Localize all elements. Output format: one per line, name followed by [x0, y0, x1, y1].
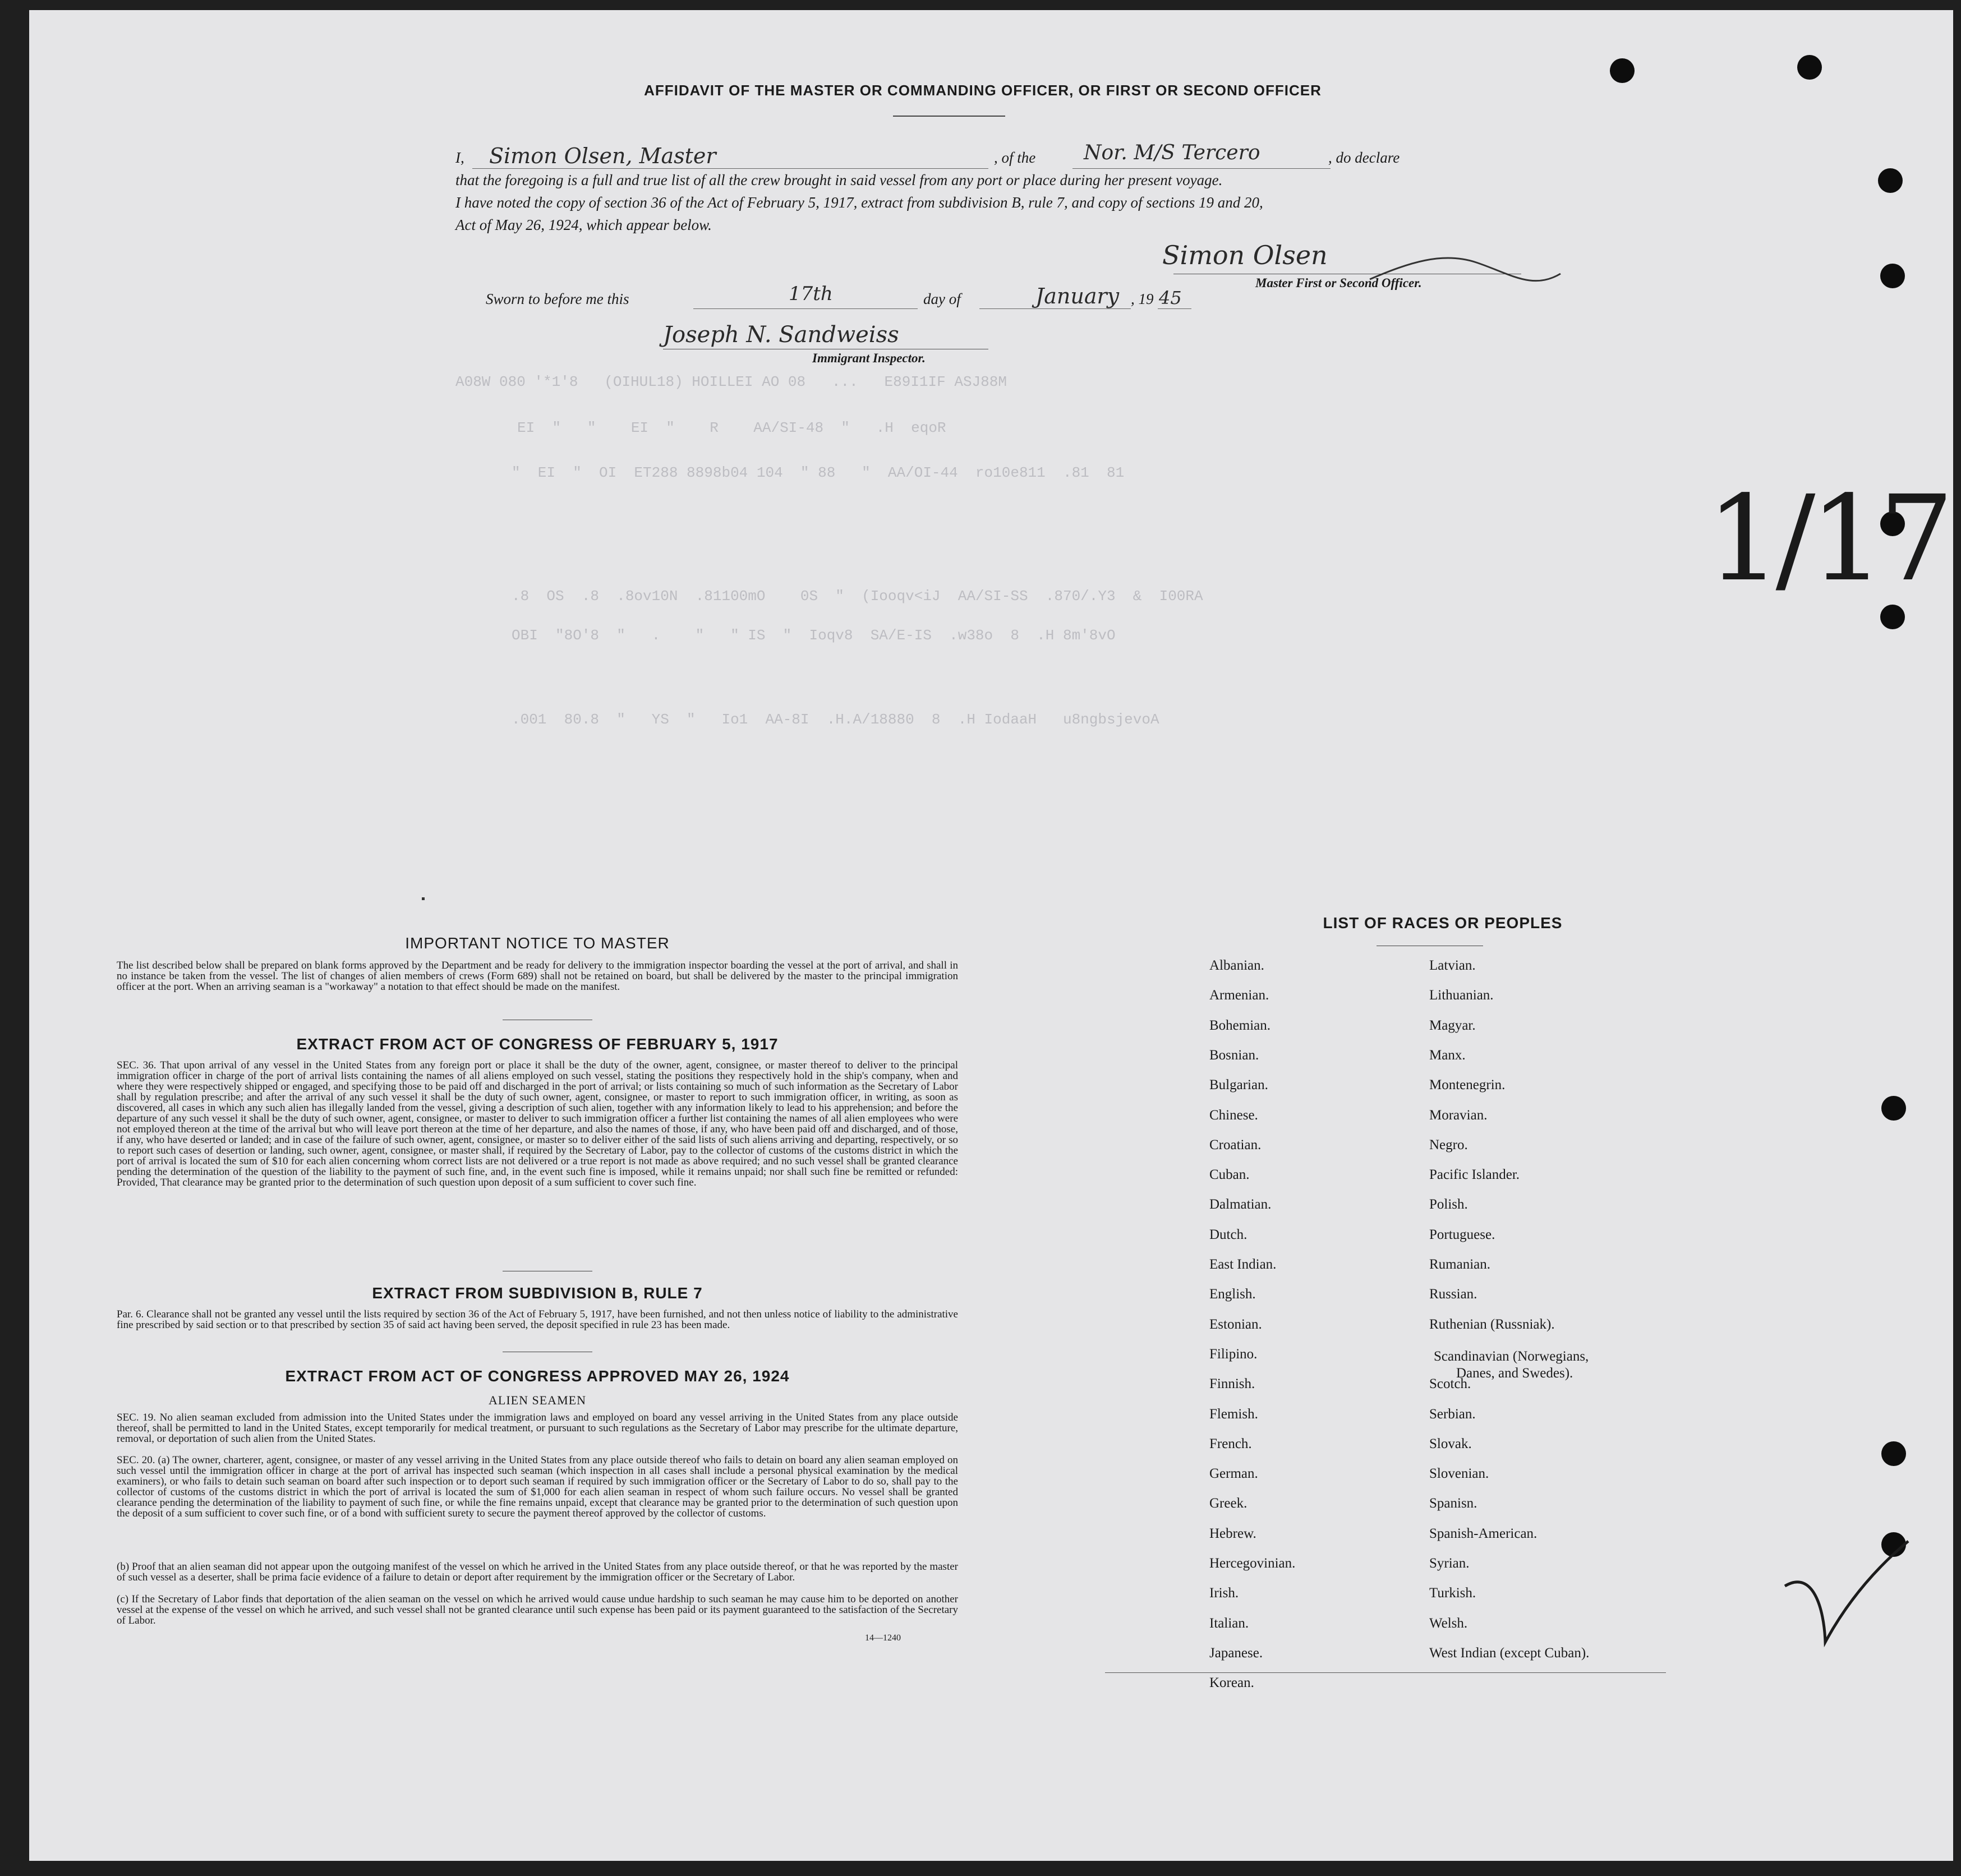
races-title: LIST OF RACES OR PEOPLES: [1323, 914, 1563, 932]
race-item: Hercegovinian.: [1209, 1556, 1296, 1571]
sworn-line: [486, 283, 1327, 315]
race-item: Hebrew.: [1209, 1525, 1256, 1541]
race-item: Syrian.: [1429, 1556, 1470, 1571]
title-rule: [893, 116, 1005, 117]
punch-hole: [1610, 58, 1635, 83]
master-signature: Simon Olsen: [1162, 240, 1328, 270]
affidavit-line2: that the foregoing is a full and true list of all the crew brought in said vessel from any port or place during her present voyage.: [455, 172, 1223, 188]
punch-hole: [1878, 168, 1903, 193]
race-item: German.: [1209, 1466, 1258, 1482]
race-item: Manx.: [1429, 1047, 1466, 1063]
race-item: Croatian.: [1209, 1137, 1262, 1153]
bleed-through-text: A08W 080 '*1'8 (OIHUL18) HOILLEI AO 08 ... E89I1IF ASJ88M: [455, 374, 1007, 390]
punch-hole: [1880, 264, 1905, 288]
extract-rule7-text: Par. 6. Clearance shall not be granted any vessel until the lists required by section 36 of the Act of February 5, 1917, have been furnished, and not then unless notice of liability to the administrative fine prescribed by said section or to that prescribed by section 35 of said act having been served, the deposit specified in rule 23 has been made.: [117, 1308, 958, 1331]
affidavit-line1-i: I,: [455, 149, 464, 166]
race-item: Lithuanian.: [1429, 988, 1494, 1003]
race-item: Italian.: [1209, 1615, 1249, 1631]
sworn-year-line: [1158, 308, 1191, 309]
sworn-day-handwritten: 17th: [789, 283, 833, 305]
extract-1924-sec20a: SEC. 20. (a) The owner, charterer, agent, consignee, or master of any vessel arriving in the United States from any place outside thereof who fails to detain on board any alien seaman employed on such vessel until the immigration officer in charge at the port of arrival has inspected such seaman (which inspection in all cases shall include a personal physical examination by the medical examiners), or who fails to detain such seaman on board after such inspection or to deport such seaman if required by such immigration officer or the Secretary of Labor to do so, shall pay to the collector of customs of the customs district in which the port of arrival is located the sum of $1,000 for each alien seaman in respect of whom such failure occurs. No vessel shall be granted clearance pending the determination of the liability to payment of such fine, or while the fine remains unpaid, except that clearance may be granted prior to the determination of such question upon the deposit of a sum sufficient to cover such fine, or of a bond with sufficient surety to secure the payment thereof approved by the collector of customs.: [117, 1454, 958, 1519]
race-item: Flemish.: [1209, 1406, 1258, 1422]
races-bottom-rule: [1105, 1672, 1666, 1673]
race-item: Korean.: [1209, 1675, 1254, 1691]
race-item: Dalmatian.: [1209, 1197, 1272, 1213]
sworn-month-handwritten: January: [1035, 284, 1120, 308]
race-item: Greek.: [1209, 1496, 1248, 1511]
race-item: Japanese.: [1209, 1645, 1263, 1661]
race-item: Negro.: [1429, 1137, 1468, 1153]
race-item: Ruthenian (Russniak).: [1429, 1316, 1555, 1332]
affidavit-title: AFFIDAVIT OF THE MASTER OR COMMANDING OFFICER, OR FIRST OR SECOND OFFICER: [644, 82, 1322, 99]
extract-1924-sec19: SEC. 19. No alien seaman excluded from admission into the United States under the immigration laws and employed on board any vessel arriving in the United States from any place outside thereof, shall be permitted to land in the United States, except temporarily for medical treatment, or pursuant to such regulations as the Secretary of Labor may prescribe for the ultimate departure, removal, or deportation of such alien from the United States.: [117, 1412, 958, 1445]
race-item: Montenegrin.: [1429, 1077, 1506, 1093]
punch-hole: [1881, 1096, 1906, 1121]
extract-1917-text: SEC. 36. That upon arrival of any vessel in the United States from any foreign port or place it shall be the duty of the owner, agent, consignee, or master thereof to deliver to the principal immigration officer in charge of the port of arrival lists containing the names of all aliens employed on such vessel, stating the positions they respectively hold in the ship's company, when and where they were respectively shipped or engaged, and specifying those to be paid off and discharged in the port of arrival; or lists containing so much of such information as the Secretary of Labor shall by regulation prescribe; and after the arrival of any such vessel it shall be the duty of such owner, agent, consignee, or master to report to such immigration officer, in writing, as soon as discovered, all cases in which any such alien has illegally landed from the vessel, giving a description of such alien, together with any information likely to lead to his apprehension; and before the departure of any such vessel it shall be the duty of such owner, agent, consignee, or master to deliver to such immigration officer a further list containing the names of all alien employees who were not employed thereon at the time of the arrival but who will leave port thereon at the time of her departure, and also the names of those, if any, who have been paid off and discharged, and of those, if any, who have deserted or landed; and in case of the failure of such owner, agent, consignee, or master so to deliver either of the said lists of such aliens arriving and departing, respectively, or so to report such cases of desertion or landing, such owner, agent, consignee, or master shall, if required by the Secretary of Labor, pay to the collector of customs of the customs district in which the port of arrival is located the sum of $10 for each alien concerning whom correct lists are not delivered or a true report is not made as above required; and no such vessel shall be granted clearance pending the determination of the question of the liability to the payment of such fine, and, in the event such fine is imposed, while it remains unpaid; nor shall such fine be remitted or refunded: Provided, That clearance may be granted prior to the determination of such question upon deposit of a sum sufficient to cover such fine.: [117, 1059, 958, 1188]
race-item: Slovenian.: [1429, 1466, 1489, 1482]
race-item: Albanian.: [1209, 958, 1264, 973]
race-item: West Indian (except Cuban).: [1429, 1645, 1590, 1661]
year-prefix: , 19: [1131, 291, 1154, 307]
race-item: Finnish.: [1209, 1376, 1255, 1392]
handwritten-page-number: 1/17: [1706, 470, 1949, 607]
race-item: Scandinavian (Norwegians,: [1434, 1348, 1589, 1364]
race-item: Moravian.: [1429, 1107, 1488, 1123]
race-item: East Indian.: [1209, 1257, 1277, 1272]
race-item: French.: [1209, 1436, 1252, 1451]
sworn-year-handwritten: 45: [1159, 287, 1182, 308]
sworn-label: Sworn to before me this: [486, 291, 629, 307]
vessel-name-handwritten: Nor. M/S Tercero: [1084, 141, 1260, 164]
vessel-name-line: [1072, 168, 1331, 169]
extract-1924-sec20c: (c) If the Secretary of Labor finds that deportation of the alien seaman on the vessel on which he arrived would cause undue hardship to such seaman he may cause him to be deported on another vessel at the expense of the vessel on which he arrived, and such vessel shall not be granted clearance until such expense has been paid or its payment guaranteed to the satisfaction of the Secretary of Labor.: [117, 1593, 958, 1626]
race-item: Estonian.: [1209, 1316, 1262, 1332]
bleed-through-text: .8 OS .8 .8ov10N .81100mO 0S " (Iooqv<iJ AA/SI-SS .870/.Y3 & I00RA: [512, 588, 1203, 605]
sworn-month-line: [979, 308, 1131, 309]
dot-mark: [422, 897, 425, 900]
affidavit-line1: [455, 141, 1555, 172]
extract-1924-sec20b: (b) Proof that an alien seaman did not appear upon the outgoing manifest of the vessel on which he arrived in the United States from any place outside thereof, or that he was reported by the master of such vessel as a deserter, shall be prima facie evidence of a failure to detain or deport after requirement by the immigration officer or the Secretary of Labor.: [117, 1561, 958, 1583]
document-page: [29, 10, 1953, 1861]
affidavit-line1-declare: , do declare: [1328, 149, 1400, 166]
signature-flourish: [1364, 240, 1566, 296]
signature-caption: Master First or Second Officer.: [1255, 276, 1422, 290]
race-item: Bosnian.: [1209, 1047, 1259, 1063]
punch-hole: [1881, 1441, 1906, 1466]
race-item: Spanisn.: [1429, 1496, 1477, 1511]
race-item: Serbian.: [1429, 1406, 1476, 1422]
affidavit-line4: Act of May 26, 1924, which appear below.: [455, 216, 712, 233]
race-item: Welsh.: [1429, 1615, 1468, 1631]
race-item: Bulgarian.: [1209, 1077, 1268, 1093]
punch-hole: [1797, 55, 1822, 80]
race-item: Danes, and Swedes).: [1456, 1365, 1573, 1381]
day-of-label: day of: [923, 291, 961, 307]
notice-title: IMPORTANT NOTICE TO MASTER: [405, 934, 670, 952]
race-item: Slovak.: [1429, 1436, 1472, 1451]
race-item: Irish.: [1209, 1585, 1239, 1601]
race-item: Polish.: [1429, 1197, 1468, 1213]
race-item: Portuguese.: [1429, 1227, 1495, 1242]
bleed-through-text: .001 80.8 " YS " Io1 AA-8I .H.A/18880 8 .H IodaaH u8ngbsjevoA: [512, 711, 1159, 728]
race-item: Latvian.: [1429, 958, 1476, 973]
extract-1924-subtitle: ALIEN SEAMEN: [489, 1393, 586, 1407]
race-item: Rumanian.: [1429, 1257, 1491, 1272]
affidavit-line1-of-the: , of the: [994, 149, 1036, 166]
check-mark-icon: [1779, 1536, 1914, 1648]
notice-text: The list described below shall be prepared on blank forms approved by the Department and be ready for delivery to the immigration inspector boarding the vessel at the port of arrival, and shall in no instance be taken from the vessel. The list of changes of alien members of crews (Form 689) shall not be retained on board, but shall be delivered by the master to the principal immigration officer at the port. When an arriving seaman is a "workaway" a notation to that effect should be made on the manifest.: [117, 960, 958, 993]
race-item: Dutch.: [1209, 1227, 1248, 1242]
bleed-through-text: EI " " EI " R AA/SI-48 " .H eqoR: [517, 420, 946, 436]
race-item: Filipino.: [1209, 1346, 1258, 1362]
inspector-signature: Joseph N. Sandweiss: [663, 322, 899, 348]
sworn-day-line: [693, 308, 918, 309]
affidavit-line3: I have noted the copy of section 36 of the Act of February 5, 1917, extract from subdivision B, rule 7, and copy of sections 19 and 20,: [455, 194, 1263, 211]
bleed-through-text: " EI " OI ET288 8898b04 104 " 88 " AA/OI-44 ro10e811 .81 81: [512, 464, 1125, 481]
race-item: Spanish-American.: [1429, 1525, 1538, 1541]
race-item: Armenian.: [1209, 988, 1269, 1003]
race-item: Turkish.: [1429, 1585, 1476, 1601]
race-item: Chinese.: [1209, 1107, 1258, 1123]
extract-rule7-title: EXTRACT FROM SUBDIVISION B, RULE 7: [372, 1284, 703, 1302]
race-item: English.: [1209, 1287, 1256, 1302]
race-item: Pacific Islander.: [1429, 1167, 1520, 1183]
master-name-line: [472, 168, 988, 169]
master-name-handwritten: Simon Olsen, Master: [489, 144, 716, 168]
inspector-caption: Immigrant Inspector.: [812, 351, 926, 365]
form-number: 14—1240: [865, 1633, 901, 1643]
race-item: Russian.: [1429, 1287, 1477, 1302]
race-item: Bohemian.: [1209, 1017, 1271, 1033]
race-item: Scotch.: [1429, 1376, 1471, 1392]
extract-1924-title: EXTRACT FROM ACT OF CONGRESS APPROVED MAY 26, 1924: [285, 1367, 790, 1385]
bleed-through-text: OBI "8O'8 " . " " IS " Ioqv8 SA/E-IS .w38o 8 .H 8m'8vO: [512, 627, 1116, 644]
race-item: Magyar.: [1429, 1017, 1476, 1033]
race-item: Cuban.: [1209, 1167, 1250, 1183]
punch-hole: [1880, 605, 1905, 629]
extract-1917-title: EXTRACT FROM ACT OF CONGRESS OF FEBRUARY 5, 1917: [296, 1035, 779, 1053]
